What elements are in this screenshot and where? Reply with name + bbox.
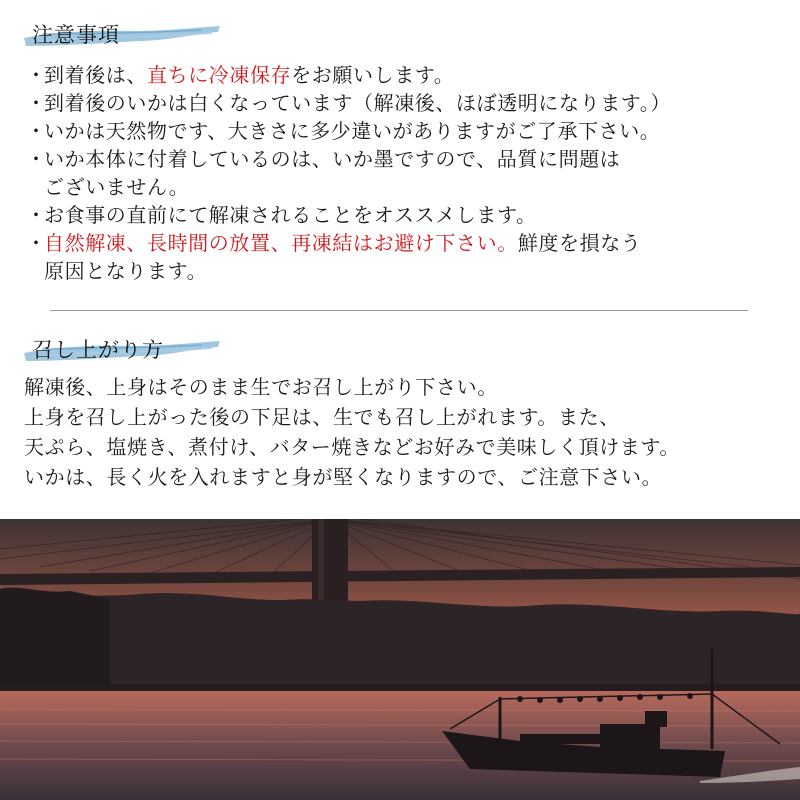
notes-list-item xyxy=(22,201,792,229)
note-text: 鮮度を損なう xyxy=(517,231,642,255)
notes-list-item-continuation xyxy=(22,173,792,201)
notes-list xyxy=(22,61,792,285)
bullet-marker: ・ xyxy=(26,63,47,87)
highlight-text: 直ちに冷凍保存 xyxy=(147,63,292,87)
howto-paragraph: 天ぷら、塩焼き、煮付け、バター焼きなどお好みで美味しく頂けます。 xyxy=(24,435,680,459)
bullet-marker: ・ xyxy=(26,119,47,143)
sunset-bridge-boat-photo xyxy=(0,519,800,800)
note-text: 到着後のいかは白くなっています（解凍後、ほぼ透明になります。） xyxy=(44,91,671,115)
notes-list-item xyxy=(22,61,792,89)
note-text: 到着後は、 xyxy=(44,63,147,87)
note-text: ございません。 xyxy=(44,175,190,199)
notes-list-item xyxy=(22,229,792,257)
notes-heading-text: 注意事項 xyxy=(32,23,120,47)
howto-heading-text: 召し上がり方 xyxy=(32,338,164,362)
section-divider xyxy=(50,310,748,311)
note-text: 原因となります。 xyxy=(44,259,208,283)
howto-text xyxy=(24,372,794,492)
notes-list-item-continuation xyxy=(22,257,792,285)
sunset-scene-illustration xyxy=(0,519,800,800)
howto-paragraph: 解凍後、上身はそのまま生でお召し上がり下さい。 xyxy=(24,375,498,399)
notes-list-item xyxy=(22,117,792,145)
bullet-marker: ・ xyxy=(26,147,47,171)
notes-list-item xyxy=(22,89,792,117)
note-text: いかは天然物です、大きさに多少違いがありますがご了承下さい。 xyxy=(44,119,661,143)
howto-paragraph: 上身を召し上がった後の下足は、生でも召し上がれます。また、 xyxy=(24,405,620,429)
howto-paragraph: いかは、長く火を入れますと身が堅くなりますので、ご注意下さい。 xyxy=(24,465,663,489)
bullet-marker: ・ xyxy=(26,203,47,227)
note-text: いか本体に付着しているのは、いか墨ですので、品質に問題は xyxy=(44,147,621,171)
note-text: をお願いします。 xyxy=(291,63,455,87)
highlight-text: 自然解凍、長時間の放置、再凍結はお避け下さい。 xyxy=(44,231,518,255)
bullet-marker: ・ xyxy=(26,231,47,255)
note-text: お食事の直前にて解凍されることをオススメします。 xyxy=(44,203,537,227)
bullet-marker: ・ xyxy=(26,91,47,115)
howto-heading xyxy=(22,331,222,365)
notes-list-item xyxy=(22,145,792,173)
notes-heading xyxy=(22,16,222,50)
